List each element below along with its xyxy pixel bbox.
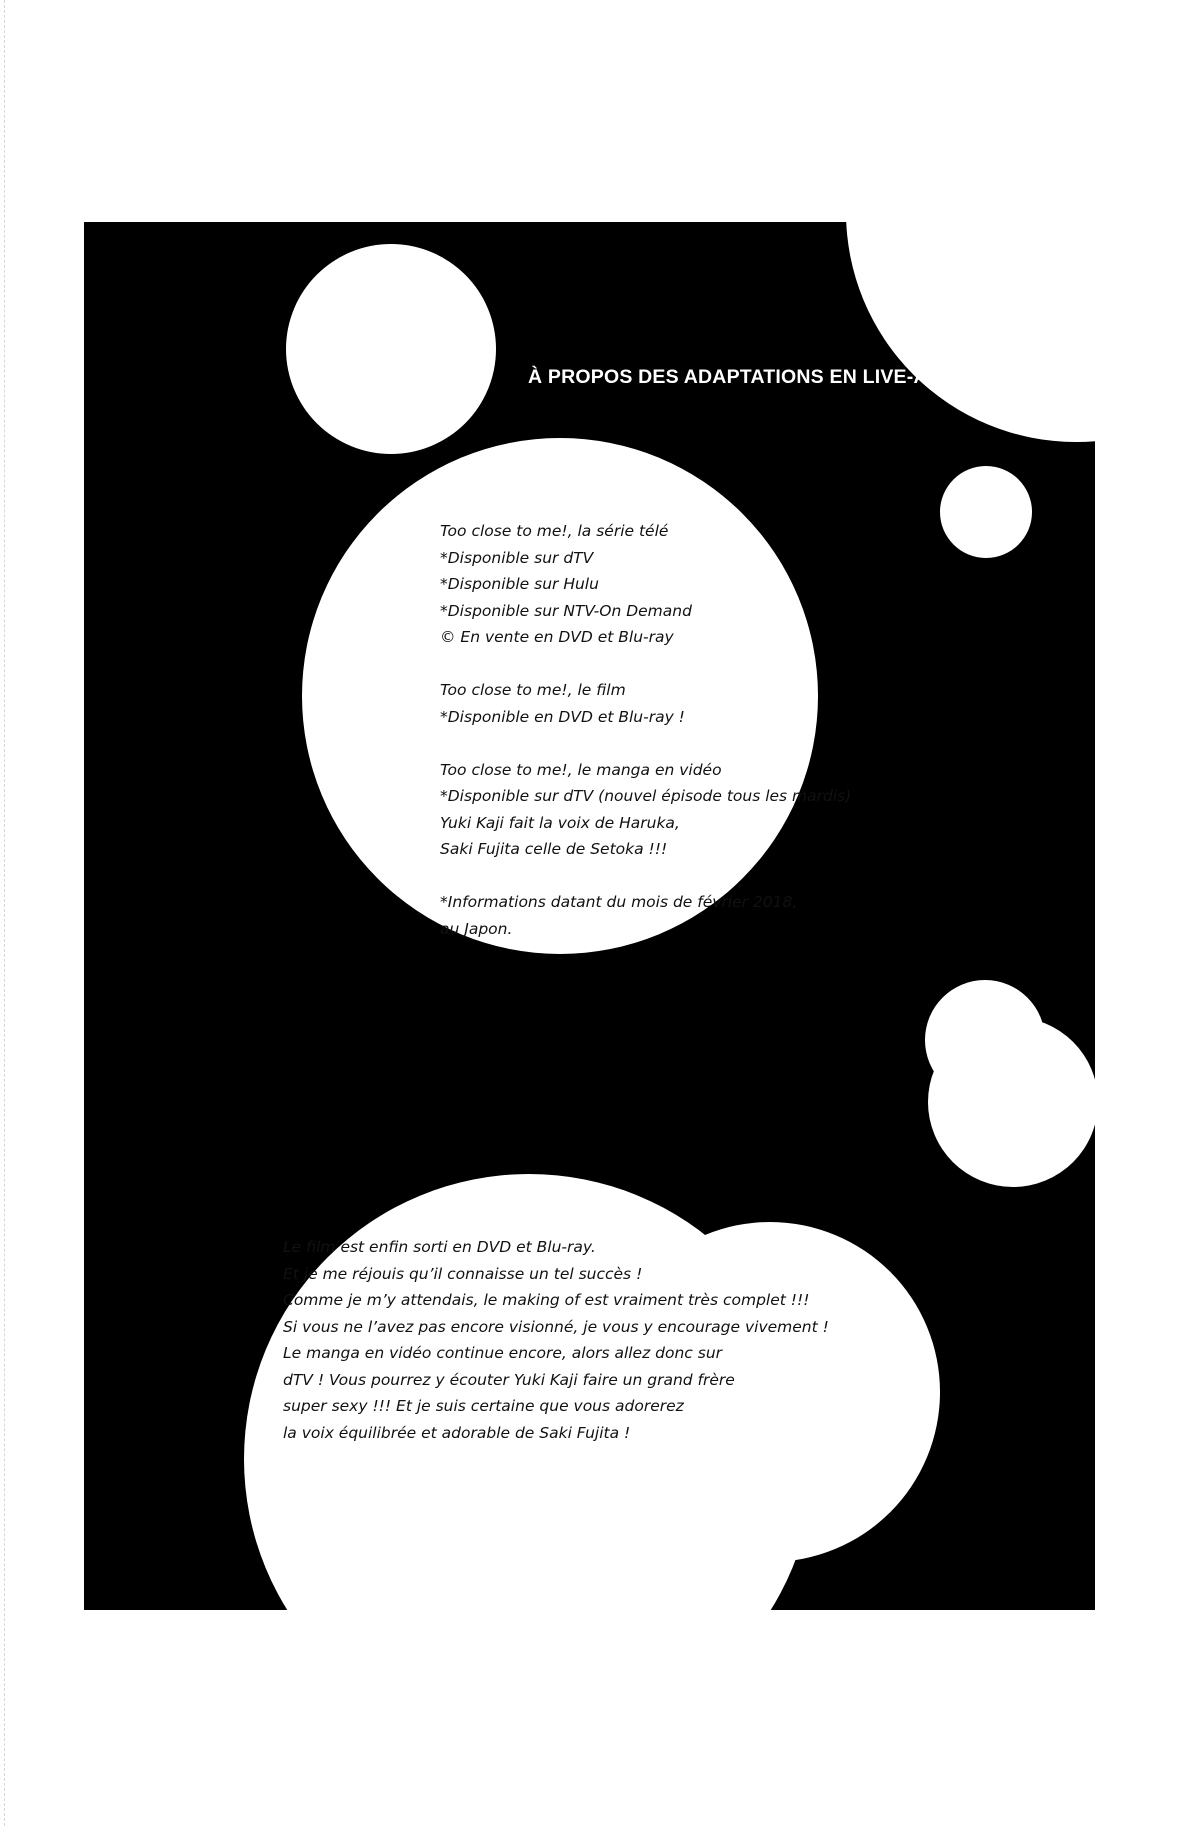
manga-voice-setoka: Saki Fujita celle de Setoka !!! [440, 840, 668, 858]
film-label: , le film [567, 681, 626, 699]
film-title: Too close to me! [440, 681, 568, 699]
page-edge-guide [4, 0, 5, 1826]
spacer [440, 730, 851, 757]
spacer [440, 651, 851, 678]
comment-line: Et je me réjouis qu’il connaisse un tel succès ! [283, 1264, 643, 1283]
manga-dtv: *Disponible sur dTV (nouvel épisode tous les mardis) [440, 787, 852, 805]
section-heading: À PROPOS DES ADAPTATIONS EN LIVE-ACTION ★ [528, 366, 1013, 388]
comment-line: super sexy !!! Et je suis certaine que vous adorerez [283, 1397, 684, 1415]
comment-line: Comme je m’y attendais, le making of est vraiment très complet !!! [283, 1291, 810, 1309]
adaptations-info [440, 518, 851, 942]
tv-series-title: Too close to me! [440, 522, 568, 540]
bubble-right-lower [928, 1017, 1095, 1187]
tv-dvd: © En vente en DVD et Blu-ray [440, 628, 674, 646]
manga-voice-haruka: Yuki Kaji fait la voix de Haruka, [440, 813, 680, 832]
bubble-top-left [286, 244, 496, 454]
comment-line: dTV ! Vous pourrez y écouter Yuki Kaji faire un grand frère [283, 1370, 735, 1389]
film-line [440, 677, 851, 704]
tv-dtv: *Disponible sur dTV [440, 548, 594, 567]
bubble-top-right [846, 222, 1095, 442]
tv-series-line [440, 518, 851, 545]
info-note-2: au Japon. [440, 919, 513, 938]
comment-line: la voix équilibrée et adorable de Saki Fujita ! [283, 1423, 631, 1442]
film-dvd: *Disponible en DVD et Blu-ray ! [440, 707, 685, 726]
manga-video-label: , le manga en vidéo [567, 760, 722, 779]
manga-video-line [440, 757, 851, 784]
author-comment [283, 1234, 829, 1446]
comment-line: Si vous ne l’avez pas encore visionné, je vous y encourage vivement ! [283, 1317, 829, 1336]
comment-line: Le film est enfin sorti en DVD et Blu-ray. [283, 1238, 596, 1256]
bubble-small-right [940, 466, 1032, 558]
tv-hulu: *Disponible sur Hulu [440, 575, 599, 593]
spacer [440, 863, 851, 890]
manga-video-title: Too close to me! [440, 760, 568, 779]
comment-line: Le manga en vidéo continue encore, alors allez donc sur [283, 1344, 723, 1362]
info-note-1: *Informations datant du mois de février 2018, [440, 893, 798, 911]
tv-ntv: *Disponible sur NTV-On Demand [440, 601, 692, 620]
tv-series-label: , la série télé [567, 522, 669, 540]
